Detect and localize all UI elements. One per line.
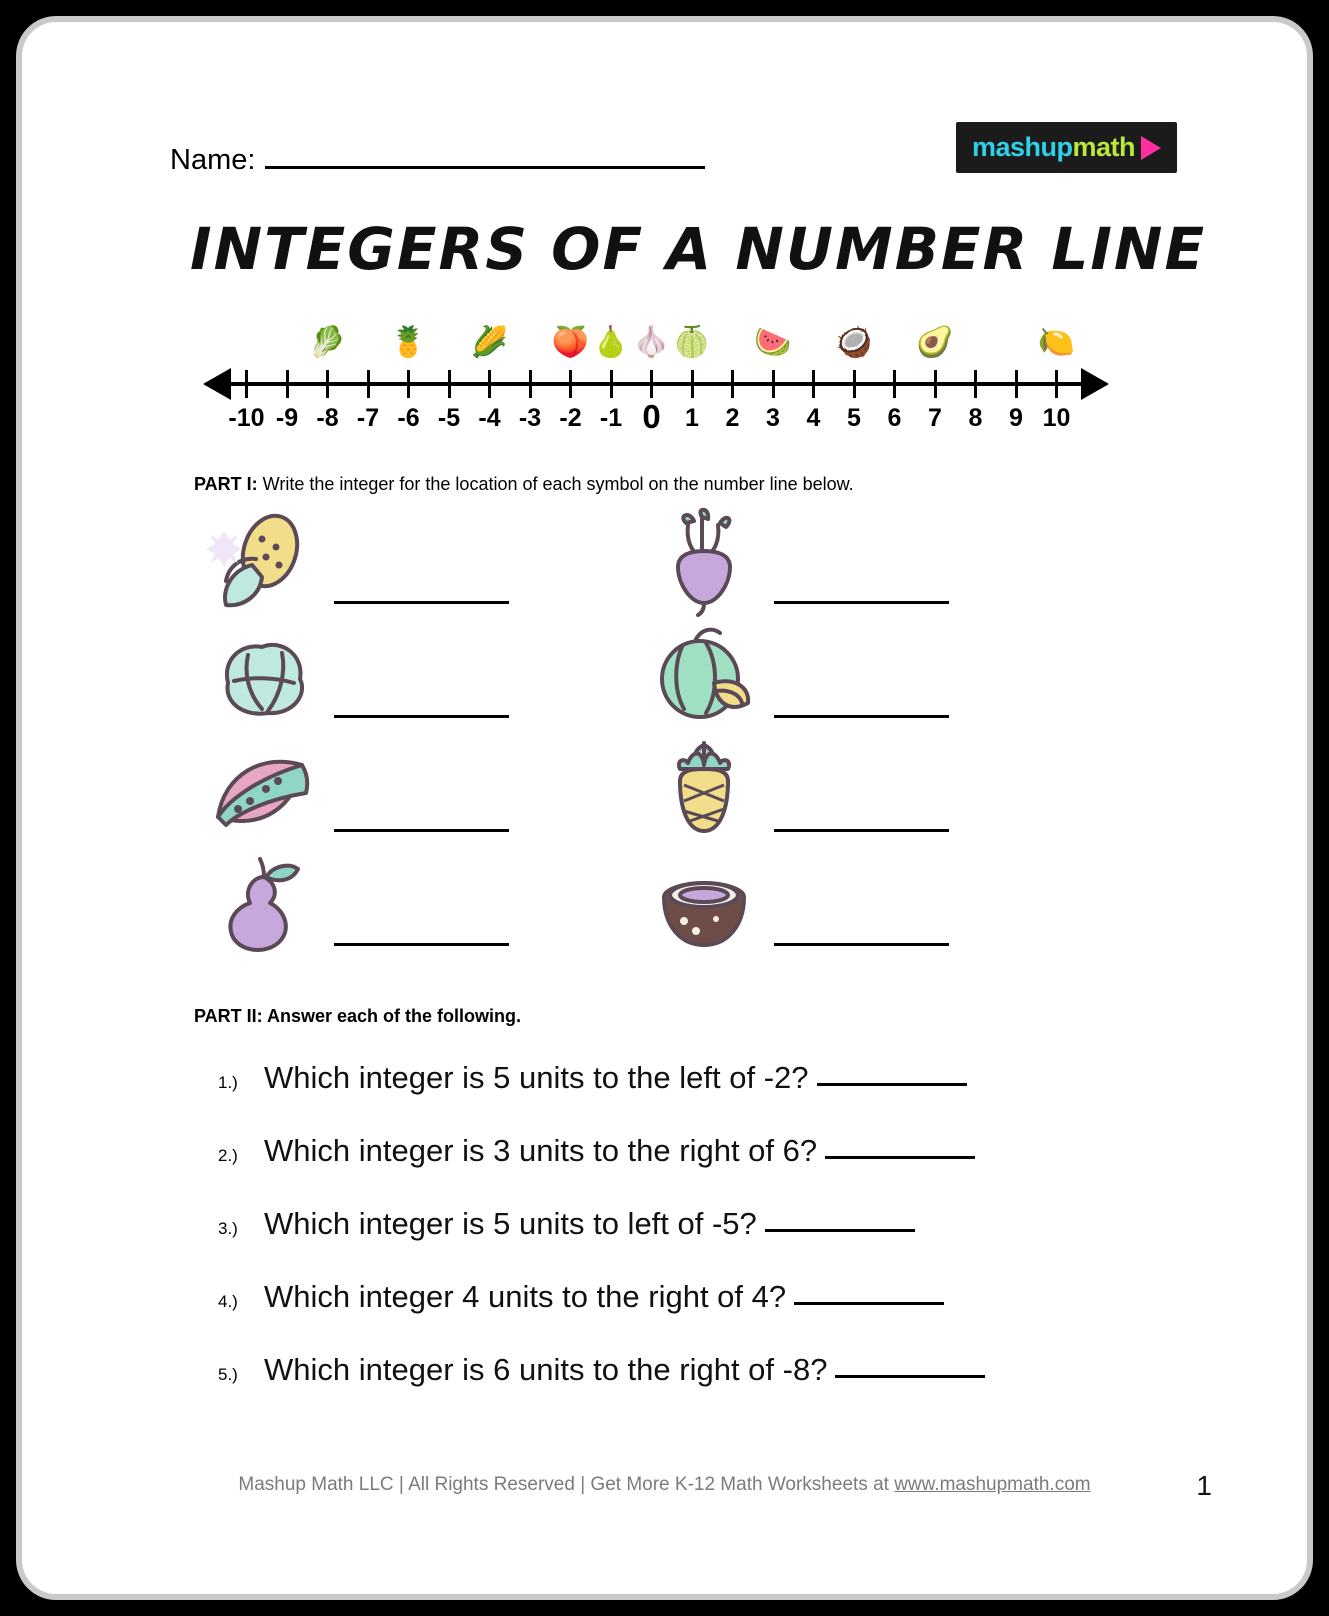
number-line-tick: [691, 370, 694, 398]
number-line-label: -10: [228, 404, 265, 432]
footer-link[interactable]: www.mashupmath.com: [894, 1474, 1091, 1495]
number-line-tick: [610, 370, 613, 398]
number-line-label: -3: [518, 404, 542, 432]
question-answer-blank[interactable]: [765, 1227, 915, 1232]
part1-instructions: Write the integer for the location of each symbol on the number line below.: [257, 474, 854, 494]
papaya-icon: 🥑: [916, 326, 954, 359]
number-line-label: -2: [559, 404, 582, 432]
number-line-label: 6: [887, 404, 902, 432]
number-line-axis: [227, 382, 1087, 386]
question-answer-blank[interactable]: [835, 1373, 985, 1378]
question-number: 1.): [218, 1073, 238, 1092]
number-line-tick: [772, 370, 775, 398]
name-label: Name:: [170, 144, 256, 176]
question-row: [218, 1352, 1178, 1388]
question-number: 4.): [218, 1292, 238, 1311]
number-line-label: -6: [397, 404, 420, 432]
lettuce-icon: 🥬: [308, 326, 347, 359]
number-line-label: -7: [356, 404, 380, 432]
play-triangle-icon: [1141, 136, 1161, 160]
number-line-tick: [286, 370, 289, 398]
number-line-label: 0: [642, 398, 661, 435]
number-line-tick: [934, 370, 937, 398]
name-row: [170, 140, 705, 177]
question-text: Which integer is 3 units to the right of 6?: [264, 1133, 818, 1168]
part1-heading: [194, 474, 854, 495]
question-answer-blank[interactable]: [817, 1081, 967, 1086]
footer-text: Mashup Math LLC | All Rights Reserved | Get More K-12 Math Worksheets at: [238, 1474, 895, 1495]
page-title: INTEGERS OF A NUMBER LINE: [190, 215, 1207, 283]
number-line: [197, 322, 1117, 447]
question-text: Which integer 4 units to the right of 4?: [264, 1279, 787, 1314]
number-line-label: -8: [316, 404, 339, 432]
coconut-icon: 🥥: [835, 326, 873, 359]
logo-text-math: math: [1072, 132, 1135, 162]
number-line-label: 5: [847, 404, 861, 432]
pineapple-icon: 🍍: [389, 326, 428, 359]
number-line-label: -1: [599, 404, 623, 432]
number-line-tick: [731, 370, 734, 398]
lemon-icon: 🍋: [1037, 326, 1076, 359]
watermelon-icon: 🍉: [754, 326, 792, 359]
symbol-answer-row: [634, 507, 1094, 621]
answer-blank[interactable]: [334, 599, 509, 604]
footer: [22, 1474, 1307, 1496]
question-number: 3.): [218, 1219, 238, 1238]
answer-blank[interactable]: [334, 827, 509, 832]
number-line-tick: [407, 370, 410, 398]
number-line-tick: [448, 370, 451, 398]
number-line-label: -5: [437, 404, 461, 432]
symbol-answer-row: [634, 735, 1094, 849]
question-answer-blank[interactable]: [794, 1300, 944, 1305]
answer-blank[interactable]: [334, 713, 509, 718]
question-text: Which integer is 5 units to left of -5?: [264, 1206, 757, 1241]
number-line-label: 9: [1009, 404, 1023, 432]
number-line-label: 10: [1042, 404, 1071, 432]
pear-icon: 🍐: [592, 326, 630, 359]
part1-right-column: [634, 507, 1094, 963]
question-row: [218, 1279, 1178, 1315]
number-line-label: -4: [478, 404, 501, 432]
melon-icon: [644, 621, 774, 733]
question-text: Which integer is 5 units to the left of -2?: [264, 1060, 809, 1095]
worksheet-sheet: [22, 22, 1307, 1594]
number-line-tick: [488, 370, 491, 398]
question-answer-blank[interactable]: [825, 1154, 975, 1159]
lettuce-icon: [204, 621, 334, 733]
beet-icon: 🧄: [632, 326, 671, 359]
question-text: Which integer is 6 units to the right of -8?: [264, 1352, 828, 1387]
symbol-answer-row: [194, 621, 654, 735]
melon-icon: 🍈: [673, 326, 711, 359]
symbol-answer-row: [194, 735, 654, 849]
corn-icon: 🌽: [470, 326, 509, 359]
number-line-label: 3: [766, 404, 780, 432]
number-line-tick: [367, 370, 370, 398]
number-line-label: 1: [685, 404, 699, 432]
beet-icon: [644, 507, 774, 619]
answer-blank[interactable]: [334, 941, 509, 946]
number-line-tick: [650, 370, 653, 398]
coconut-icon: [644, 849, 774, 961]
question-number: 2.): [218, 1146, 238, 1165]
part2-question-list: [218, 1060, 1178, 1425]
symbol-answer-row: [634, 621, 1094, 735]
number-line-tick: [812, 370, 815, 398]
mashup-math-logo[interactable]: [956, 122, 1177, 173]
worksheet-page: [22, 22, 1307, 1594]
symbol-answer-row: [194, 849, 654, 963]
number-line-tick: [893, 370, 896, 398]
watermelon-icon: [204, 735, 334, 847]
question-row: [218, 1133, 1178, 1169]
question-number: 5.): [218, 1365, 238, 1384]
logo-text-mashup: mashup: [971, 132, 1073, 162]
part1-label: PART I:: [194, 474, 258, 494]
number-line-label: 2: [725, 404, 740, 432]
pineapple-icon: [644, 735, 774, 847]
number-line-tick: [1015, 370, 1018, 398]
peach-icon: 🍑: [551, 326, 590, 359]
part1-answer-area: [194, 507, 1134, 987]
symbol-answer-row: [194, 507, 654, 621]
number-line-tick: [245, 370, 248, 398]
question-row: [218, 1206, 1178, 1242]
name-write-in-line[interactable]: [265, 140, 705, 169]
question-row: [218, 1060, 1178, 1096]
number-line-tick: [569, 370, 572, 398]
number-line-tick: [326, 370, 329, 398]
answer-blank[interactable]: [774, 941, 949, 946]
symbol-answer-row: [634, 849, 1094, 963]
number-line-label: 8: [968, 404, 983, 432]
number-line-tick: [529, 370, 532, 398]
answer-blank[interactable]: [774, 599, 949, 604]
number-line-label: 4: [806, 404, 821, 432]
number-line-label: 7: [928, 404, 942, 432]
part2-heading: PART II: Answer each of the following.: [194, 1006, 522, 1026]
answer-blank[interactable]: [774, 713, 949, 718]
number-line-tick: [974, 370, 977, 398]
corn-icon: [204, 507, 334, 619]
page-number: 1: [1196, 1470, 1212, 1501]
number-line-tick: [853, 370, 856, 398]
part1-left-column: [194, 507, 654, 963]
answer-blank[interactable]: [774, 827, 949, 832]
number-line-label: -9: [275, 404, 299, 432]
pear-icon: [204, 849, 334, 961]
number-line-tick: [1055, 370, 1058, 398]
